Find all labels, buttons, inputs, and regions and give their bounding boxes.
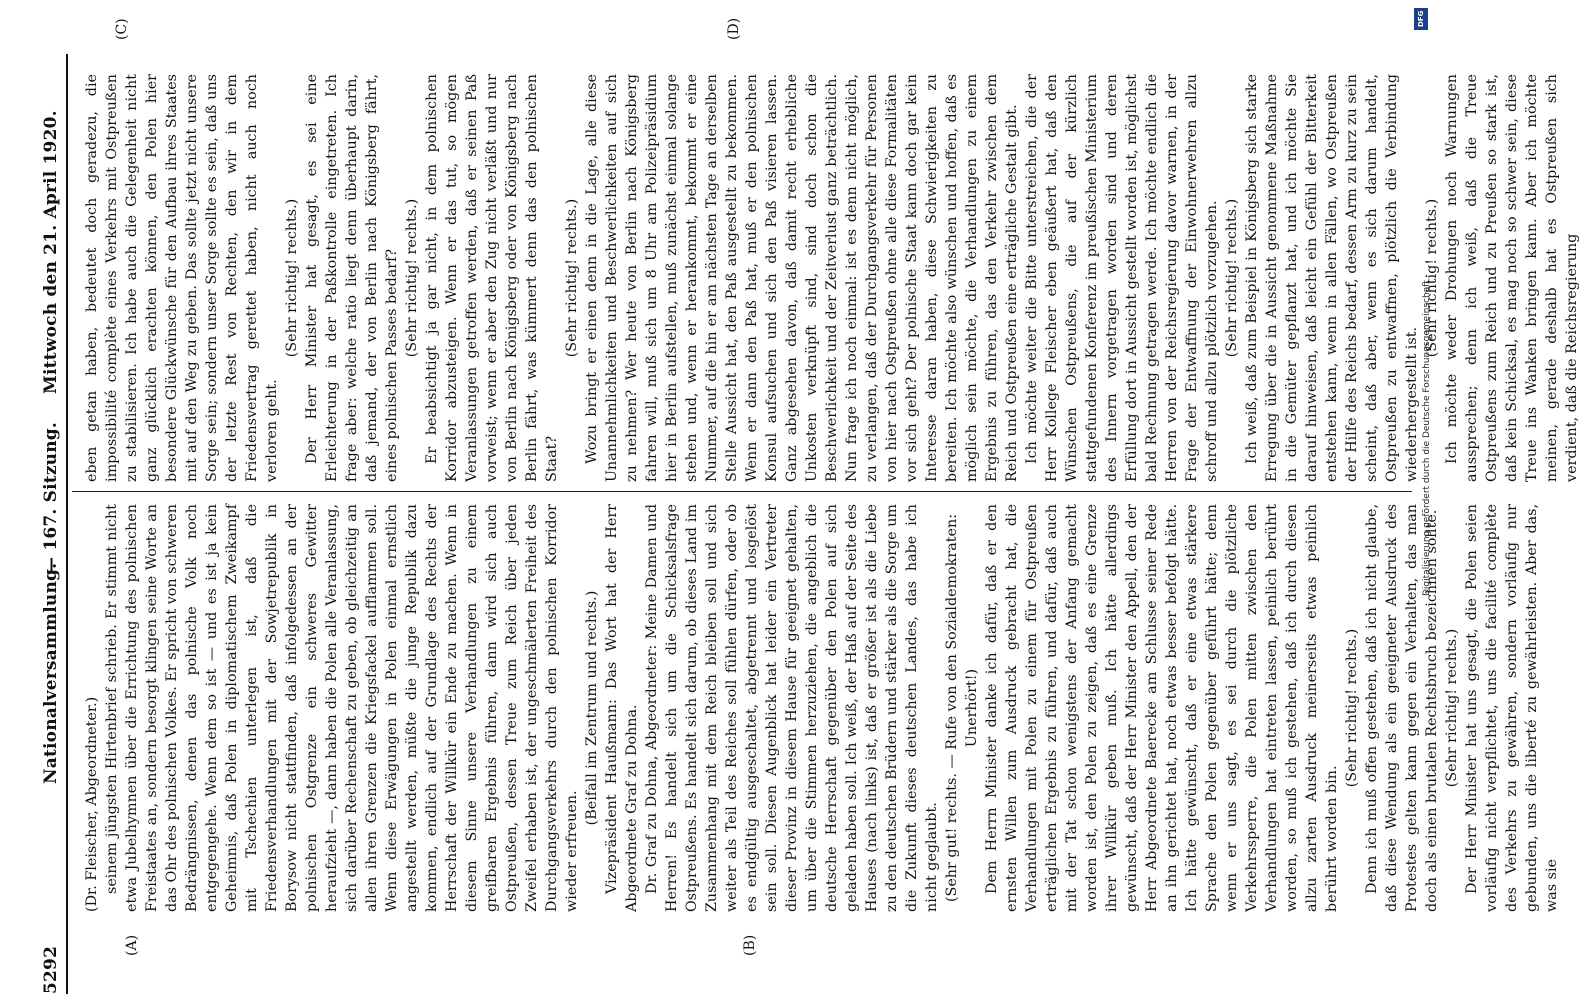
paragraph: Ich möchte weiter die Bitte unterstreichen, die der Herr Kollege Fleischer eben geäußert hat, daß den Wünschen Ostpreußens, die auf der kürzlich stattgefundenen Konferenz im preußischen Ministerium des Innern vorgetragen worden sind und deren Erfüllung dort in Aussicht gestellt worden ist, möglichst bald Rechnung getragen werde. Ich möchte endlich die Herren von der Reichsregierung davor warnen, in der Frage der Entwaffnung der Einwohnerwehren allzu schroff und allzu plötzlich vorzugehen.: [1024, 74, 1220, 482]
paragraph: eben getan haben, bedeutet doch geradezu, die impossibilité complète eines Verkehrs mit Ostpreußen zu stabilisieren. Ich habe auch die Gelegenheit nicht ganz glücklich erachten können, den Polen hier besondere Glückwünsche für den Aufbau ihres Staates mit auf den Weg zu geben. Das sollte jetzt nicht unsere Sorge sein; sondern unser Sorge sollte es sein, daß uns der letzte Rest von Rechten, den wir in dem Friedensvertrag gerettet haben, nicht auch noch verloren geht.: [84, 74, 280, 482]
digitization-credit: Digitalisierung gefördert durch die Deutsche Forschungsgemeinschaft -: [1422, 274, 1432, 596]
margin-marker-c: (C): [114, 18, 130, 40]
paragraph: Dr. Graf zu Dohna, Abgeordneter: Meine Damen und Herren! Es handelt sich um die Schicksalsfrage Ostpreußens. Es handelt sich darum, ob dieses Land im Zusammenhang mit dem Reich bleiben soll und sich weiter als Teil des Reiches soll fühlen dürfen, oder ob es endgültig ausgeschaltet, abgetrennt und losgelöst sein soll. Diesen Augenblick hat leider ein Vertreter dieser Provinz in diesem Hause für geeignet gehalten, um über die Stimmen herzuziehen, die angeblich die deutsche Herrschaft gegenüber den Polen auf sich geladen haben soll. Ich weiß, der Haß auf der Seite des Hauses (nach links) ist, daß er größer ist als die Liebe zu den deutschen Brüdern und stärker als die Sorge um die Zukunft dieses deutschen Landes, das habe ich nicht geglaubt.: [644, 504, 940, 912]
header-rule: [66, 54, 68, 994]
paragraph: Vizepräsident Haußmann: Das Wort hat der Herr Abgeordnete Graf zu Dohna.: [604, 504, 640, 912]
paragraph: Denn ich muß offen gestehen, daß ich nicht glaube, daß diese Wendung als ein geeigneter Ausdruck des Protestes gelten kann gegen ein Verhalten, das man doch als einen brutalen Rechtsbruch bezeichnen sollte.: [1364, 504, 1440, 912]
paragraph: (Sehr richtig! rechts.): [404, 198, 420, 358]
paragraph: (Beifall im Zentrum und rechts.): [584, 590, 600, 826]
paragraph: Dem Herrn Minister danke ich dafür, daß er den ernsten Willen zum Ausdruck gebracht hat, die Verhandlungen mit Polen zu einem für Ostpreußen erträglichen Ergebnis zu führen, und dafür, daß auch mit der Tat schon wenigstens der Anfang gemacht worden ist, den Polen zu zeigen, daß es eine Grenze ihrer Willkür geben muß. Ich hätte allerdings gewünscht, daß der Herr Minister den Appell, den der Herr Abgeordnete Baerecke am Schlusse seiner Rede an ihn gerichtet hat, noch etwas besser befolgt hätte. Ich hätte gewünscht, daß er eine etwas stärkere Sprache den Polen gegenüber geführt hätte; denn wenn er uns sagt, es sei durch die plötzliche Verkehrssperre, die Polen mitten zwischen den Verhandlungen hat eintreten lassen, peinlich berührt worden, so muß ich gestehen, daß ich durch diesen allzu zarten Ausdruck meinerseits etwas peinlich berührt worden bin.: [984, 504, 1340, 912]
paragraph: (Sehr richtig! rechts.): [564, 198, 580, 358]
margin-marker-d: (D): [726, 17, 742, 40]
margin-marker-a: (A): [124, 934, 140, 956]
paragraph: Wozu bringt er einen denn in die Lage, alle diese Unannehmlichkeiten und Beschwerlichkeiten auf sich zu nehmen? Wer heute von Berlin nach Königsberg fahren will, muß sich um 8 Uhr am Polizeipräsidium hier in Berlin aufstellen, muß zunächst einmal solange stehen und, wenn er herankommt, bekommt er eine Nummer, auf die hin er am nächsten Tage an derselben Stelle Aussicht hat, den Paß ausgestellt zu bekommen. Wenn er dann den Paß hat, muß er den polnischen Konsul aufsuchen und sich den Paß visieren lassen. Ganz abgesehen davon, daß damit recht erhebliche Unkosten verknüpft sind, sind doch schon die Beschwerlichkeit und der Zeitverlust ganz beträchtlich. Nun frage ich noch einmal: ist es denn nicht möglich, zu verlangen, daß der Durchgangsverkehr für Personen von hier nach Ostpreußen ohne alle diese Formalitäten vor sich geht? Der polnische Staat kann doch gar kein Interesse daran haben, diese Schwierigkeiten zu bereiten. Ich möchte also wünschen und hoffen, daß es möglich sein möchte, die Verhandlungen zu einem Ergebnis zu führen, das den Verkehr zwischen dem Reich und Ostpreußen eine erträgliche Gestalt gibt.: [584, 74, 1020, 482]
column-divider: [72, 491, 1412, 492]
paragraph: seinem jüngsten Hirtenbrief schrieb. Er stimmt nicht etwa Jubelhymnen über die Errichtung des polnischen Freistaates an, sondern besorgt klingen seine Worte an das Ohr des polnischen Volkes. Er spricht von schweren Bedrängnissen, denen das polnische Volk noch entgegengehe. Wenn dem so ist — und es ist ja kein Geheimnis, daß Polen in diplomatischem Zweikampf mit Tschechien unterlegen ist, daß die Friedensverhandlungen mit der Sowjetrepublik in Borysow nicht stattfinden, daß infolgedessen an der polnischen Ostgrenze ein schweres Gewitter heraufzieht —, dann haben die Polen alle Veranlassung, sich darüber Rechenschaft zu geben, ob gleichzeitig an allen ihren Grenzen die Kriegsfackel aufflammen soll. Wenn diese Erwägungen in Polen einmal ernstlich angestellt werden, müßte die junge Republik dazu kommen, endlich auf der Grundlage des Rechts der Herrschaft der Willkür ein Ende zu machen. Wenn in diesem Sinne unsere Verhandlungen zu einem greifbaren Ergebnis führen, dann wird sich auch Ostpreußen, dessen Treue zum Reich über jeden Zweifel erhaben ist, der ungeschmälerten Freiheit des Durchgangsverkehrs durch den polnischen Korridor wieder erfreuen.: [104, 504, 580, 912]
session-label: — 167. Sitzung.: [41, 421, 61, 574]
paragraph: Der Herr Minister hat gesagt, es sei eine Erleichterung in der Paßkontrolle eingetreten. Ich frage aber: welche ratio liegt denn überhaupt darin, daß jemand, der von Berlin nach Königsberg fährt, eines polnischen Passes bedarf?: [304, 74, 400, 482]
paragraph: (Sehr richtig! rechts.): [1224, 198, 1240, 358]
page-number: 5292: [41, 945, 61, 994]
paragraph: Ich weiß, daß zum Beispiel in Königsberg sich starke Erregung über die in Aussicht genommene Maßnahme in die Gemüter gepflanzt hat, und ich möchte Sie darauf hinweisen, daß leicht ein Gefühl der Bitterkeit entstehen kann, wenn in allen Fällen, wo Ostpreußen der Hilfe des Reichs bedarf, dessen Arm zu kurz zu sein scheint, daß aber, wenn es sich darum handelt, Ostpreußen zu entwaffnen, plötzlich die Verbindung wiederhergestellt ist.: [1244, 74, 1420, 482]
paragraph: (Sehr richtig! rechts.): [1424, 198, 1440, 358]
paragraph: (Sehr richtig! rechts.): [1444, 628, 1460, 788]
paragraph: (Sehr richtig! rechts.): [1344, 628, 1360, 788]
paragraph: (Dr. Fleischer, Abgeordneter.): [84, 696, 100, 912]
paragraph: (Sehr gut! rechts. — Rufe von den Sozialdemokraten: Unerhört!): [944, 513, 980, 903]
paragraph: Er beabsichtigt ja gar nicht, in dem polnischen Korridor abzusteigen. Wenn er das tut, so mögen Veranlassungen getroffen werden, daß er seinen Paß vorweist; wenn er aber den Zug nicht verläßt und nur von Berlin nach Königsberg oder von Königsberg nach Berlin fährt, was kümmert denn das den polnischen Staat?: [424, 74, 560, 482]
text-column-left: [82, 504, 1560, 912]
page-header: [36, 54, 66, 994]
dfg-logo: DFG: [1414, 8, 1428, 30]
assembly-name: Nationalversammlung.: [41, 562, 61, 784]
session-date: Mittwoch den 21. April 1920.: [41, 110, 61, 394]
paragraph: (Sehr richtig! rechts.): [284, 198, 300, 358]
paragraph: Der Herr Minister hat uns gesagt, die Polen seien vorläufig nicht verpflichtet, uns die facilité complète des Verkehrs zu gewähren, sondern vorläufig nur gebunden, uns die liberté zu gewährleisten. Aber das, was sie: [1464, 504, 1560, 912]
paragraph: Ich möchte weder Drohungen noch Warnungen aussprechen; denn ich weiß, daß die Treue Ostpreußens zum Reich und zu Preußen so stark ist, daß kein Schicksal, es mag noch so schwer sein, diese Treue ins Wanken bringen kann. Aber ich möchte meinen, gerade deshalb hat es Ostpreußen sich verdient, daß die Reichsregierung: [1444, 74, 1580, 482]
margin-marker-b: (B): [742, 934, 758, 956]
